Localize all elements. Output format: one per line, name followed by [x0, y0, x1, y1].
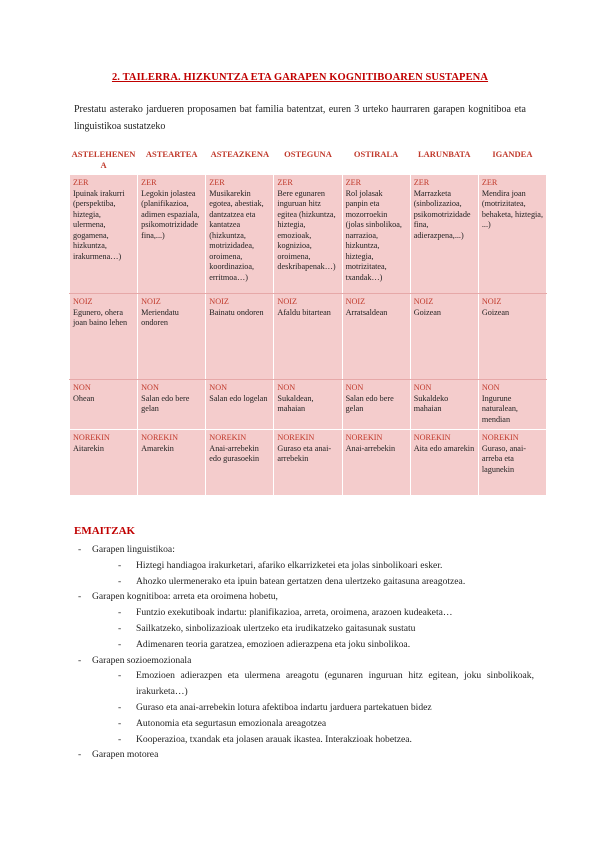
cell-value: Bainatu ondoren: [209, 307, 264, 317]
results-title: EMAITZAK: [74, 525, 136, 537]
cell-label: ZER: [209, 178, 225, 187]
table-cell: [342, 430, 410, 496]
cell-label: ZER: [277, 178, 293, 187]
table-cell: [274, 175, 342, 294]
cell-value: Marrazketa (sinbolizazioa, psikomotrizidade fina, adierazpena,...): [413, 188, 471, 240]
cell-label: NOIZ: [209, 297, 229, 306]
table-row-norekin: [70, 430, 547, 496]
cell-value: Sukaldean, mahaian: [277, 393, 314, 413]
cell-label: ZER: [481, 178, 498, 187]
result-item: - Adimenaren teoria garatzea, emozioen adierazpena eta joku sinbolikoa.: [92, 637, 534, 653]
cell-label: NOIZ: [481, 297, 502, 306]
table-cell: [70, 294, 138, 380]
cell-label: ZER: [413, 178, 430, 187]
result-sublist: [92, 605, 534, 652]
table-header-row: [70, 146, 547, 175]
result-sublist: [92, 558, 534, 590]
cell-value: Bere egunaren inguruan hitz egitea (hizkuntza, hiztegia, emozioak, kognizioa, oroimena, deskribapenak…): [277, 188, 336, 271]
table-cell: [206, 380, 274, 430]
result-item: - Sailkatzeko, sinbolizazioak ulertzeko eta irudikatzeko gaitasunak sustatu: [92, 621, 534, 637]
table-cell: [138, 430, 206, 496]
result-item: - Hiztegi handiagoa irakurketari, afariko elkarrizketei eta jolas sinbolikoari esker.: [92, 558, 534, 574]
table-row-non: [70, 380, 547, 430]
cell-label: NOIZ: [413, 297, 434, 306]
cell-label: NOREKIN: [481, 433, 519, 442]
table-cell: [478, 175, 546, 294]
table-cell: [478, 294, 546, 380]
table-cell: [410, 430, 478, 496]
table-cell: [70, 430, 138, 496]
table-row-noiz: [70, 294, 547, 380]
day-header: IGANDEA: [492, 149, 533, 159]
cell-value: Guraso eta anai-arrebekin: [277, 443, 332, 463]
cell-label: NON: [413, 383, 432, 392]
cell-value: Sukaldeko mahaian: [413, 393, 449, 413]
result-group-heading: Garapen motorea: [92, 749, 159, 761]
cell-label: NOREKIN: [345, 433, 383, 442]
cell-label: NOREKIN: [73, 433, 110, 442]
cell-value: Goizean: [413, 307, 441, 317]
cell-value: Anai-arrebekin edo gurasoekin: [209, 443, 260, 463]
result-group: [74, 747, 534, 763]
table-cell: [274, 294, 342, 380]
result-item: - Guraso eta anai-arrebekin lotura afektiboa indartu jarduera partekatuen bidez: [92, 700, 534, 716]
table-cell: [206, 294, 274, 380]
cell-label: ZER: [141, 178, 157, 187]
table-cell: [478, 430, 546, 496]
cell-label: NOIZ: [345, 297, 366, 306]
day-header: OSTIRALA: [353, 149, 399, 159]
table-cell: [206, 175, 274, 294]
result-group-heading: Garapen sozioemozionala: [92, 654, 192, 666]
day-header: LARUNBATA: [417, 149, 471, 159]
cell-value: Aita edo amarekin: [413, 443, 475, 453]
day-header: ASTEAZKENA: [210, 149, 270, 159]
result-group: [74, 653, 534, 748]
day-header: ASTELEHENEN A: [71, 149, 136, 170]
table-cell: [70, 175, 138, 294]
table-cell: [206, 430, 274, 496]
table-cell: [410, 380, 478, 430]
cell-value: Anai-arrebekin: [345, 443, 396, 453]
table-cell: [342, 380, 410, 430]
cell-value: Rol jolasak panpin eta mozorroekin (jolas sinbolikoa, narrazioa, hizkuntza, hiztegia, motrizitatea, txandak…): [345, 188, 402, 282]
table-cell: [138, 294, 206, 380]
cell-label: NON: [481, 383, 500, 392]
table-cell: [342, 294, 410, 380]
day-header: OSTEGUNA: [284, 149, 332, 159]
cell-value: Mendira joan (motrizitatea, behaketa, hiztegia, ...): [481, 188, 543, 229]
cell-value: Goizean: [481, 307, 510, 317]
cell-label: ZER: [73, 178, 89, 187]
result-item: - Ahozko ulermenerako eta ipuin batean gertatzen dena ulertzeko gaitasuna areagotzea.: [92, 574, 534, 590]
result-group: [74, 542, 534, 589]
cell-label: NON: [277, 383, 296, 392]
cell-label: NON: [345, 383, 364, 392]
table-cell: [410, 175, 478, 294]
cell-label: NON: [209, 383, 228, 392]
intro-paragraph: Prestatu asterako jardueren proposamen bat familia batentzat, euren 3 urteko haurraren garapen kognitiboa eta linguistikoa sustatzeko: [74, 104, 526, 132]
cell-label: NOREKIN: [277, 433, 315, 442]
cell-value: Legokin jolastea (planifikazioa, adimen espaziala, psikomotrizidade fina,...): [141, 188, 200, 240]
cell-label: NOIZ: [73, 297, 93, 306]
result-item: - Emozioen adierazpen eta ulermena areagotu (egunaren inguruan hitz egitean, joku sinbolikoak, irakurketa…): [92, 668, 534, 700]
cell-value: Aitarekin: [73, 443, 104, 453]
table-cell: [138, 175, 206, 294]
cell-label: NOIZ: [277, 297, 297, 306]
table-cell: [410, 294, 478, 380]
document-title: 2. TAILERRA. HIZKUNTZA ETA GARAPEN KOGNITIBOAREN SUSTAPENA: [111, 72, 489, 83]
cell-value: Arratsaldean: [345, 307, 388, 317]
table-cell: [274, 430, 342, 496]
table-row-zer: [70, 175, 547, 294]
table-cell: [274, 380, 342, 430]
table-cell: [342, 175, 410, 294]
cell-value: Egunero, ohera joan baino lehen: [73, 307, 128, 327]
cell-value: Salan edo logelan: [209, 393, 268, 403]
cell-label: NOIZ: [141, 297, 161, 306]
cell-value: Meriendatu ondoren: [141, 307, 179, 327]
result-group-heading: Garapen kognitiboa: arreta eta oroimena hobetu,: [92, 591, 278, 603]
cell-label: NON: [141, 383, 159, 392]
cell-value: Salan edo bere gelan: [345, 393, 394, 413]
cell-label: NOREKIN: [209, 433, 247, 442]
result-item: - Funtzio exekutiboak indartu: planifikazioa, arreta, oroimena, arazoen kudeaketa…: [92, 605, 534, 621]
cell-label: NOREKIN: [413, 433, 451, 442]
result-group-heading: Garapen linguistikoa:: [92, 544, 175, 555]
result-sublist: [92, 668, 534, 747]
cell-label: NOREKIN: [141, 433, 178, 442]
cell-value: Musikarekin egotea, abestiak, dantzatzea eta kantatzea (hizkuntza, motrizidadea, oroimena, koordinazioa, erritmoa…): [209, 188, 264, 282]
day-header: ASTEARTEA: [145, 149, 198, 159]
result-item: - Kooperazioa, txandak eta jolasen arauak ikastea. Interakzioak hobetzea.: [92, 732, 534, 748]
cell-value: Ipuinak irakurri (perspektiba, hiztegia, ulermena, gogamena, hizkuntza, irakurmena…): [73, 188, 125, 261]
cell-label: NON: [73, 383, 91, 392]
cell-value: Guraso, anai-arreba eta lagunekin: [481, 443, 526, 474]
cell-value: Afaldu bitartean: [277, 307, 331, 317]
table-cell: [478, 380, 546, 430]
result-group: [74, 589, 534, 652]
table-cell: [70, 380, 138, 430]
result-item: - Autonomia eta segurtasun emozionala areagotzea: [92, 716, 534, 732]
cell-value: Ingurune naturalean, mendian: [481, 393, 518, 424]
cell-value: Ohean: [73, 393, 95, 403]
cell-value: Salan edo bere gelan: [141, 393, 190, 413]
weekly-activity-table: [69, 146, 547, 496]
results-list: [74, 542, 534, 763]
cell-label: ZER: [345, 178, 362, 187]
cell-value: Amarekin: [141, 443, 174, 453]
table-cell: [138, 380, 206, 430]
